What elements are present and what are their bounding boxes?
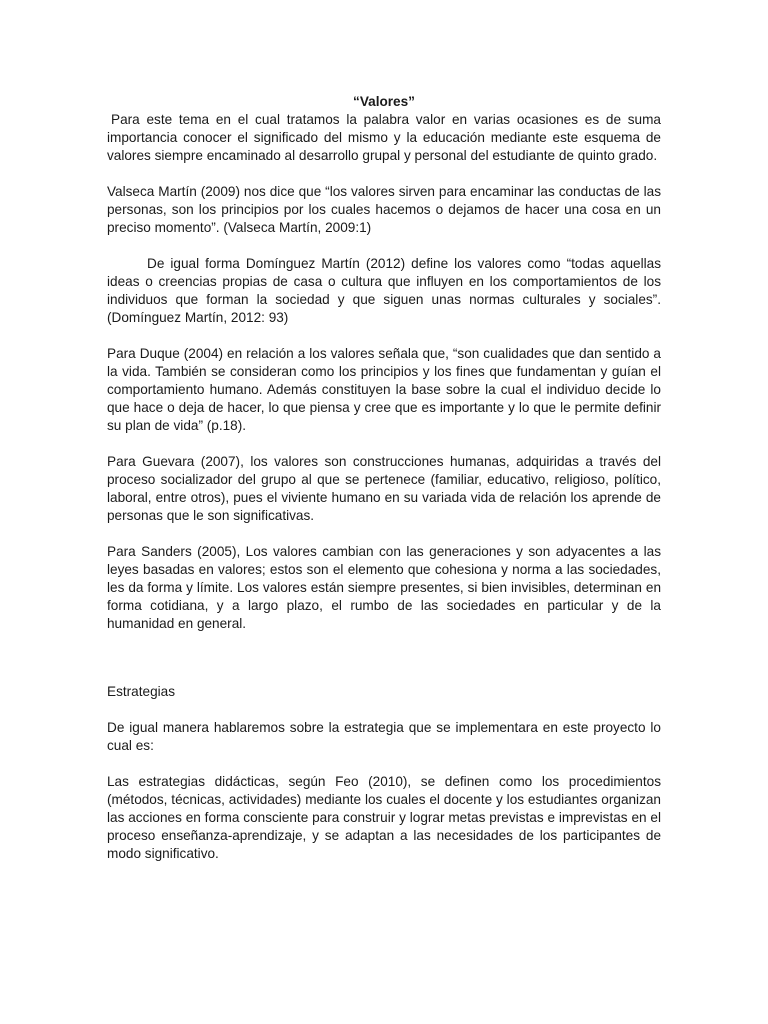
paragraph-feo: Las estrategias didácticas, según Feo (2010), se definen como los procedimientos (métodos, técnicas, actividades) mediante los cuales el docente y los estudiantes organizan las acciones en forma consciente para construir y lograr metas previstas e imprevistas en el proceso enseñanza-aprendizaje, y se adaptan a las necesidades de los participantes de modo significativo.: [107, 774, 661, 861]
paragraph-spacer: [107, 327, 661, 345]
paragraph-duque: Para Duque (2004) en relación a los valores señala que, “son cualidades que dan sentido a la vida. También se consideran como los principios y los fines que fundamentan y guían el comportamiento humano. Además constituyen la base sobre la cual el individuo decide lo que hace o deja de hacer, lo que piensa y cree que es importante y lo que le permite definir su plan de vida” (p.18).: [107, 346, 661, 433]
paragraph-spacer: [107, 525, 661, 543]
paragraph-dominguez: De igual forma Domínguez Martín (2012) define los valores como “todas aquellas ideas o creencias propias de casa o cultura que influyen en los comportamientos de los individuos que forman la sociedad y que siguen unas normas culturales y sociales”. (Domínguez Martín, 2012: 93): [107, 256, 661, 325]
paragraph-valseca: Valseca Martín (2009) nos dice que “los valores sirven para encaminar las conductas de las personas, son los principios por los cuales hacemos o dejamos de hacer una cosa en un preciso momento”. (Valseca Martín, 2009:1): [107, 184, 661, 235]
paragraph-spacer: [107, 165, 661, 183]
paragraph-spacer: [107, 755, 661, 773]
document-title: “Valores”: [353, 94, 415, 109]
paragraph-spacer: [107, 435, 661, 453]
document-page: [107, 93, 661, 863]
paragraph-intro: Para este tema en el cual tratamos la palabra valor en varias ocasiones es de suma importancia conocer el significado del mismo y la educación mediante este esquema de valores siempre encaminado al desarrollo grupal y personal del estudiante de quinto grado.: [107, 112, 661, 163]
paragraph-guevara: Para Guevara (2007), los valores son construcciones humanas, adquiridas a través del proceso socializador del grupo al que se pertenece (familiar, educativo, religioso, político, laboral, entre otros), pues el viviente humano en su variada vida de relación los aprende de personas que le son significativas.: [107, 454, 661, 523]
section-heading-estrategias: Estrategias: [107, 684, 176, 699]
paragraph-spacer: [107, 237, 661, 255]
paragraph-spacer: [107, 701, 661, 719]
section-spacer: [107, 633, 661, 683]
paragraph-sanders: Para Sanders (2005), Los valores cambian con las generaciones y son adyacentes a las leyes basadas en valores; estos son el elemento que cohesiona y norma a las sociedades, les da forma y límite. Los valores están siempre presentes, si bien invisibles, determinan en forma cotidiana, y a largo plazo, el rumbo de las sociedades en particular y de la humanidad en general.: [107, 544, 661, 631]
paragraph-estrategia-intro: De igual manera hablaremos sobre la estrategia que se implementara en este proyecto lo cual es:: [107, 720, 661, 753]
